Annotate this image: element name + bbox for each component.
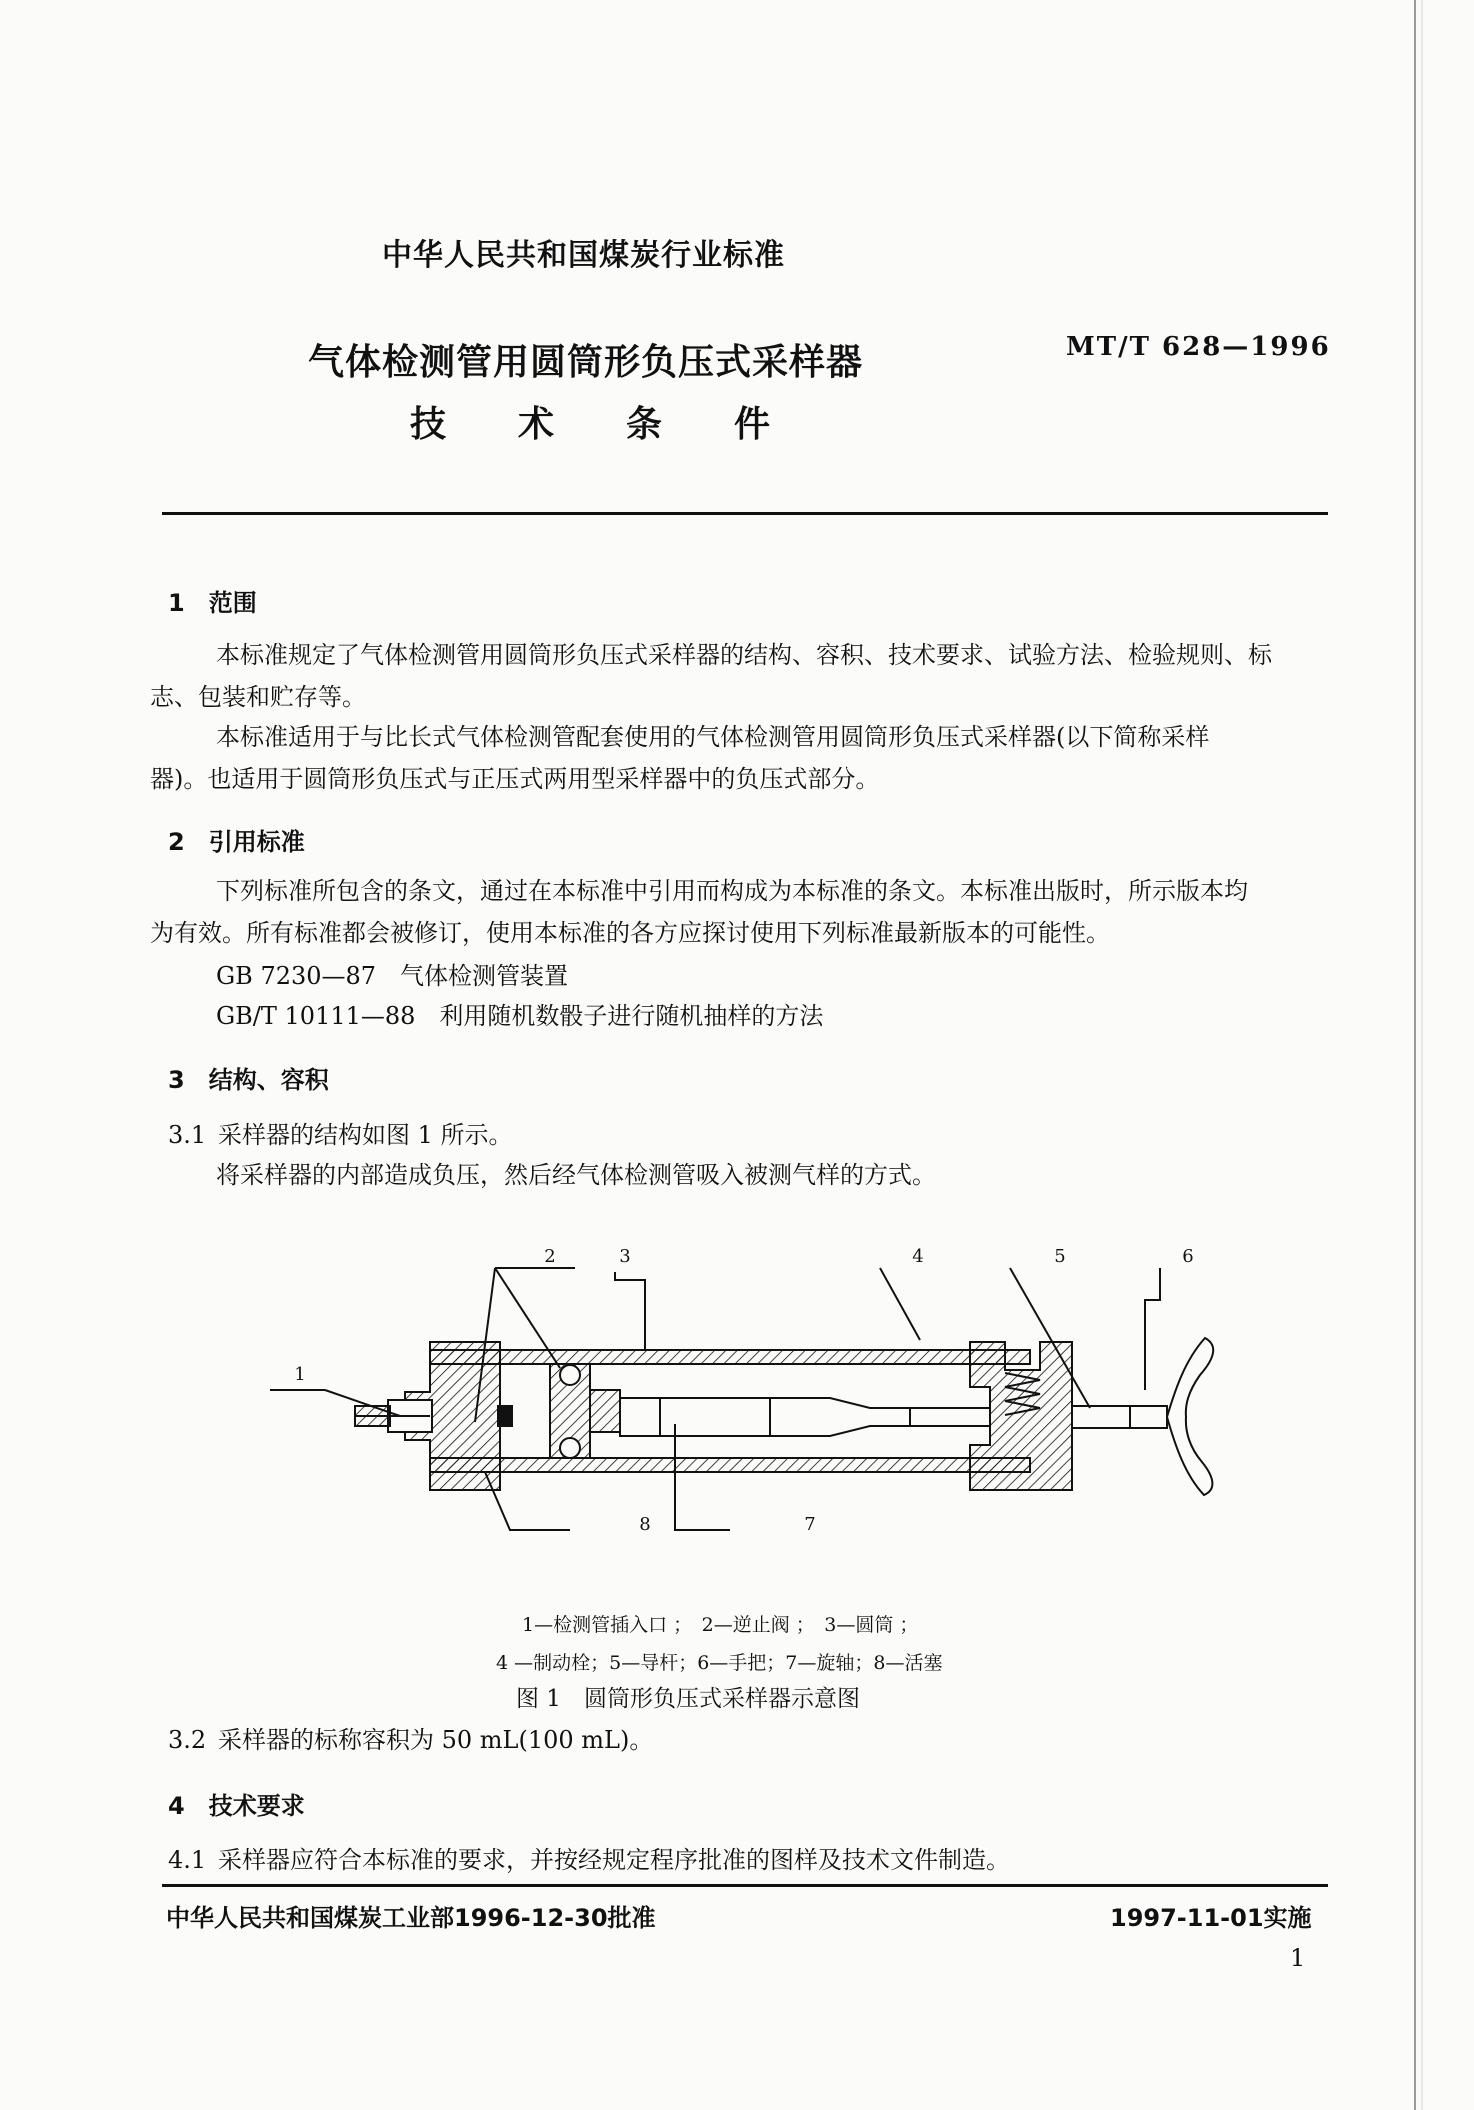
section-3-heading: 3 结构、容积 <box>168 1066 329 1094</box>
clause-3-1-text: 采样器的结构如图 1 所示。 <box>218 1121 513 1149</box>
issuing-authority: 中华人民共和国煤炭行业标准 <box>382 238 785 273</box>
figure-legend-line-1: 1—检测管插入口 ； 2—逆止阀 ； 3—圆筒 ； <box>522 1614 919 1636</box>
footer-rule <box>162 1884 1328 1887</box>
figure-caption: 图 1 圆筒形负压式采样器示意图 <box>516 1686 860 1712</box>
figure-legend-line-2: 4 —制动栓；5—导杆；6—手把；7—旋轴；8—活塞 <box>496 1652 943 1674</box>
sampler-diagram <box>270 1240 1220 1570</box>
clause-3-1-text-cont: 将采样器的内部造成负压，然后经气体检测管吸入被测气样的方式。 <box>216 1161 936 1189</box>
callout-1: 1 <box>294 1364 306 1385</box>
callout-8: 8 <box>639 1514 651 1535</box>
effective-date: 1997-11-01实施 <box>1110 1904 1312 1932</box>
section-1-heading: 1 范围 <box>168 589 257 617</box>
clause-3-1-number: 3.1 <box>168 1121 207 1149</box>
paragraph-1-2: 本标准适用于与比长式气体检测管配套使用的气体检测管用圆筒形负压式采样器(以下简称采样 <box>216 723 1210 751</box>
clause-3-2-text: 采样器的标称容积为 50 mL(100 mL)。 <box>218 1726 654 1754</box>
paragraph-2-1-cont: 为有效。所有标准都会被修订，使用本标准的各方应探讨使用下列标准最新版本的可能性。 <box>150 919 1110 947</box>
callout-4: 4 <box>912 1246 924 1267</box>
document-title: 气体检测管用圆筒形负压式采样器 <box>308 342 864 383</box>
callout-5: 5 <box>1054 1246 1066 1267</box>
page-edge-shadow <box>1414 0 1474 2110</box>
paragraph-1-1: 本标准规定了气体检测管用圆筒形负压式采样器的结构、容积、技术要求、试验方法、检验规则、标 <box>216 641 1272 669</box>
section-2-heading: 2 引用标准 <box>168 828 305 856</box>
page-number: 1 <box>1290 1944 1306 1972</box>
approval-statement: 中华人民共和国煤炭工业部1996-12-30批准 <box>166 1904 656 1932</box>
clause-4-1-number: 4.1 <box>168 1846 207 1874</box>
paragraph-1-2-cont: 器)。也适用于圆筒形负压式与正压式两用型采样器中的负压式部分。 <box>150 765 880 793</box>
header-rule <box>162 512 1328 515</box>
callout-6: 6 <box>1182 1246 1194 1267</box>
callout-2: 2 <box>544 1246 556 1267</box>
document-subtitle: 技 术 条 件 <box>410 404 771 445</box>
callout-3: 3 <box>619 1246 631 1267</box>
section-4-heading: 4 技术要求 <box>168 1792 305 1820</box>
clause-3-2-number: 3.2 <box>168 1726 207 1754</box>
callout-7: 7 <box>804 1514 816 1535</box>
paragraph-2-1: 下列标准所包含的条文，通过在本标准中引用而构成为本标准的条文。本标准出版时，所示版本均 <box>216 877 1248 905</box>
clause-4-1-text: 采样器应符合本标准的要求，并按经规定程序批准的图样及技术文件制造。 <box>218 1846 1010 1874</box>
reference-gbt10111: GB/T 10111—88 利用随机数骰子进行随机抽样的方法 <box>216 1002 824 1030</box>
standard-number: MT/T 628—1996 <box>1066 332 1331 362</box>
reference-gb7230: GB 7230—87 气体检测管装置 <box>216 962 569 990</box>
paragraph-1-1-cont: 志、包装和贮存等。 <box>150 683 366 711</box>
